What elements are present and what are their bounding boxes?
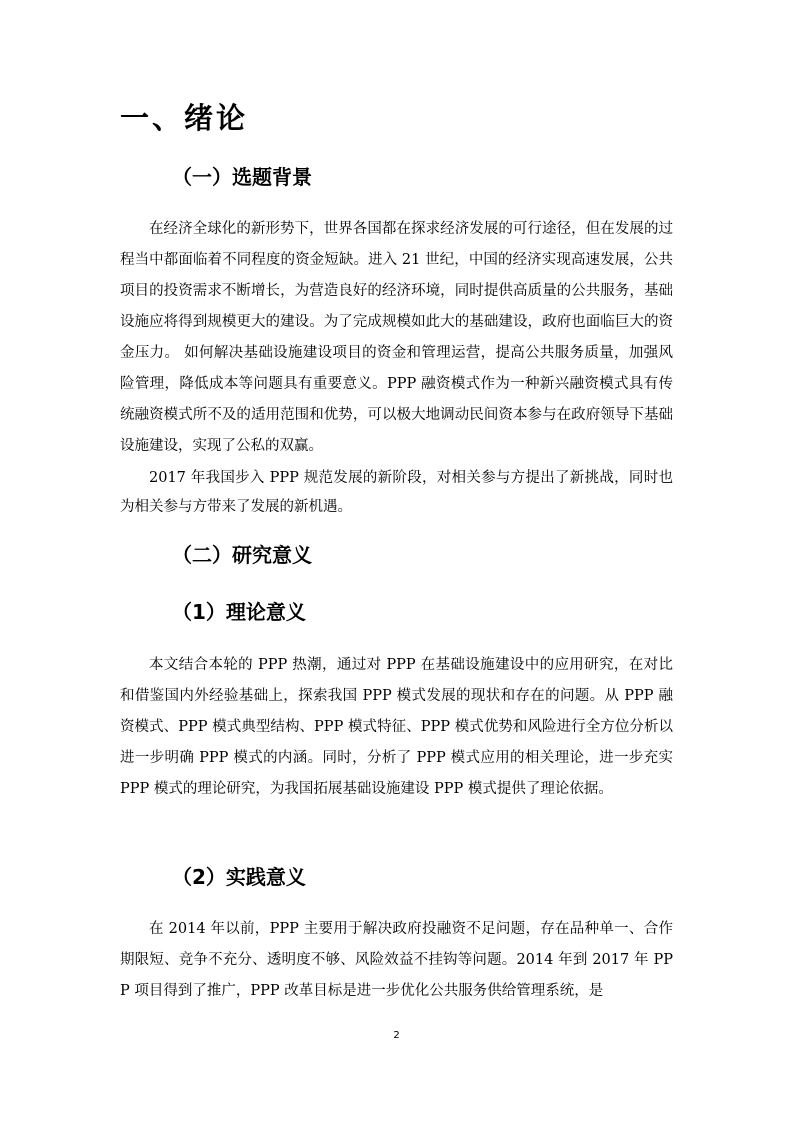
section-heading-background: （一）选题背景 bbox=[172, 165, 312, 189]
chapter-title: 一、绪论 bbox=[120, 101, 249, 135]
subsection-heading-theory: （1）理论意义 bbox=[172, 600, 306, 624]
page-number: 2 bbox=[393, 1030, 400, 1041]
background-paragraph-2: 2017 年我国步入 PPP 规范发展的新阶段，对相关参与方提出了新挑战，同时也为相关参与方带来了发展的新机遇。 bbox=[120, 470, 673, 515]
section-heading-significance: （二）研究意义 bbox=[172, 543, 312, 567]
practice-paragraph: 在 2014 年以前，PPP 主要用于解决政府投融资不足问题，存在品种单一、合作期限短、竞争不充分、透明度不够、风险效益不挂钩等问题。2014 年到 2017 年 PPP 项目得到了推广，PPP 改革目标是进一步优化公共服务供给管理系统，是 bbox=[120, 921, 673, 999]
subsection-heading-practice: （2）实践意义 bbox=[172, 865, 306, 889]
background-paragraph-1: 在经济全球化的新形势下，世界各国都在探求经济发展的可行途径，但在发展的过程当中都面临着不同程度的资金短缺。进入 21 世纪，中国的经济实现高速发展，公共项目的投资需求不断增长，为营造良好的经济环境，同时提供高质量的公共服务，基础设施应将得到规模更大的建设。为了完成规模如此大的基础建设，政府也面临巨大的资金压力。 如何解决基础设施建设项目的资金和管理运营，提高公共服务质量，加强风险管理，降低成本等问题具有重要意义。PPP 融资模式作为一种新兴融资模式具有传统融资模式所不及的适用范围和优势，可以极大地调动民间资本参与在政府领导下基础设施建设，实现了公私的双赢。 bbox=[120, 221, 673, 454]
theory-paragraph: 本文结合本轮的 PPP 热潮，通过对 PPP 在基础设施建设中的应用研究，在对比和借鉴国内外经验基础上，探索我国 PPP 模式发展的现状和存在的问题。从 PPP 融资模式、PPP 模式典型结构、PPP 模式特征、PPP 模式优势和风险进行全方位分析以进一步明确 PPP 模式的内涵。同时，分析了 PPP 模式应用的相关理论，进一步充实 PPP 模式的理论研究，为我国拓展基础设施建设 PPP 模式提供了理论依据。 bbox=[120, 657, 673, 797]
